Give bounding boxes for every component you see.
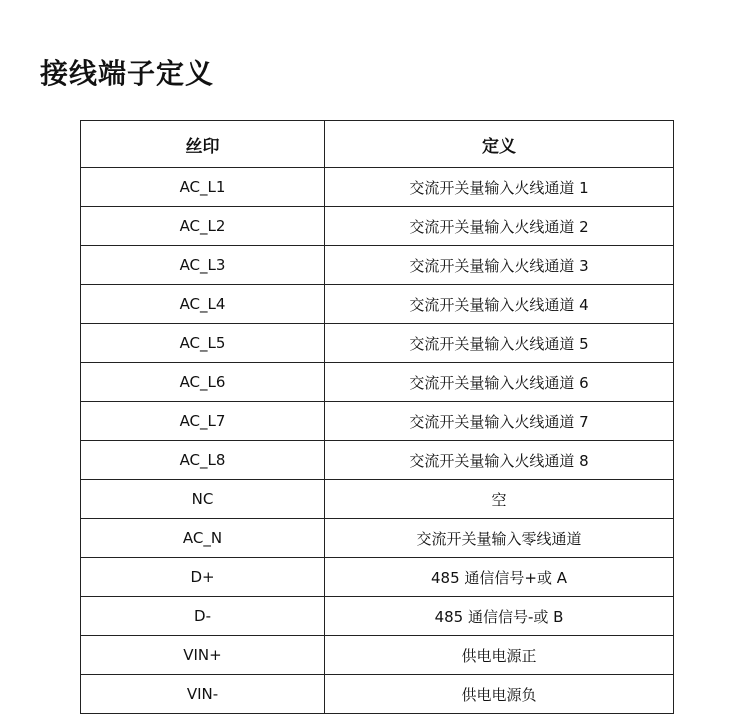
silk-cell: AC_L5	[81, 324, 325, 363]
table-row	[81, 324, 674, 363]
silk-cell: AC_L7	[81, 402, 325, 441]
silk-cell: AC_L3	[81, 246, 325, 285]
table-row	[81, 441, 674, 480]
table-row	[81, 519, 674, 558]
definition-cell: 485 通信信号+或 A	[325, 558, 674, 597]
definition-cell: 空	[325, 480, 674, 519]
silk-cell: AC_L6	[81, 363, 325, 402]
definition-cell: 交流开关量输入零线通道	[325, 519, 674, 558]
silk-cell: NC	[81, 480, 325, 519]
definition-cell: 供电电源正	[325, 636, 674, 675]
definition-cell: 485 通信信号-或 B	[325, 597, 674, 636]
table-row	[81, 558, 674, 597]
table-row	[81, 636, 674, 675]
definition-cell: 交流开关量输入火线通道 5	[325, 324, 674, 363]
table-row	[81, 285, 674, 324]
definition-cell: 交流开关量输入火线通道 3	[325, 246, 674, 285]
definition-cell: 交流开关量输入火线通道 7	[325, 402, 674, 441]
table-row	[81, 168, 674, 207]
definition-cell: 交流开关量输入火线通道 8	[325, 441, 674, 480]
table-row	[81, 246, 674, 285]
silk-cell: AC_L4	[81, 285, 325, 324]
definition-cell: 供电电源负	[325, 675, 674, 714]
table-row	[81, 480, 674, 519]
table-row	[81, 207, 674, 246]
table-row	[81, 363, 674, 402]
silk-cell: VIN-	[81, 675, 325, 714]
table-row	[81, 675, 674, 714]
definition-cell: 交流开关量输入火线通道 6	[325, 363, 674, 402]
header-silk: 丝印	[81, 121, 325, 168]
table-row	[81, 402, 674, 441]
silk-cell: AC_N	[81, 519, 325, 558]
definition-cell: 交流开关量输入火线通道 2	[325, 207, 674, 246]
silk-cell: D+	[81, 558, 325, 597]
header-definition: 定义	[325, 121, 674, 168]
table-row	[81, 597, 674, 636]
table-header-row	[81, 121, 674, 168]
definition-cell: 交流开关量输入火线通道 1	[325, 168, 674, 207]
terminal-definition-table	[80, 120, 674, 714]
page-title: 接线端子定义	[40, 57, 215, 90]
definition-cell: 交流开关量输入火线通道 4	[325, 285, 674, 324]
silk-cell: D-	[81, 597, 325, 636]
silk-cell: AC_L2	[81, 207, 325, 246]
silk-cell: VIN+	[81, 636, 325, 675]
silk-cell: AC_L8	[81, 441, 325, 480]
silk-cell: AC_L1	[81, 168, 325, 207]
